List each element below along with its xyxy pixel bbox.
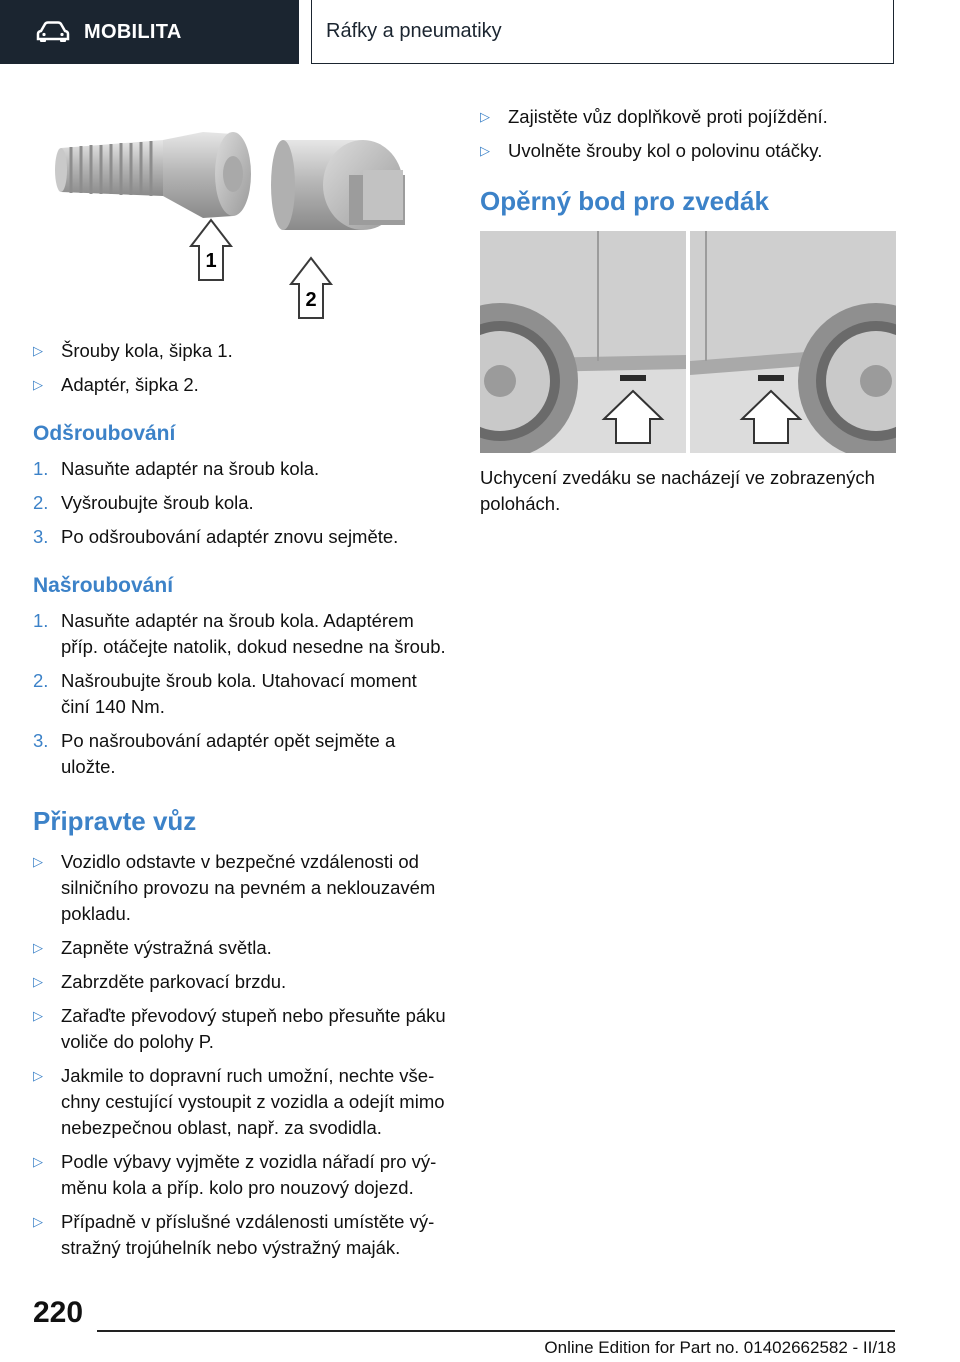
edition-note: Online Edition for Part no. 01402662582 - II/18 — [544, 1338, 896, 1357]
unscrew-step: 3. Po odšroubování adaptér znovu sejměte. — [33, 526, 399, 547]
jack-points-illustration — [480, 231, 896, 453]
prepare-item: ▷ Případně v příslušné vzdálenosti umístěte vý-stražný trojúhelník nebo výstražný maják. — [33, 1209, 448, 1261]
legend-item: ▷ Adaptér, šipka 2. — [33, 372, 448, 398]
prepare-item: ▷ Zapněte výstražná světla. — [33, 935, 448, 961]
prepare-item: ▷ Zařaďte převodový stupeň nebo přesuňte páku voliče do polohy P. — [33, 1003, 448, 1055]
header-subsection-label: Ráfky a pneumatiky — [326, 20, 502, 42]
screw-step: 3. Po našroubování adaptér opět sejměte a uložte. — [33, 730, 396, 777]
prepare-item: ▷ Zabrzděte parkovací brzdu. — [33, 969, 448, 995]
legend-item: ▷ Šrouby kola, šipka 1. — [33, 338, 448, 364]
arrow-1-label: 1 — [205, 250, 217, 272]
screw-step: 1. Nasuňte adaptér na šroub kola. Adaptérem příp. otáčejte natolik, dokud nesedne na šroub. — [33, 610, 446, 657]
car-icon — [36, 21, 70, 43]
bolt-adapter-illustration — [33, 100, 448, 330]
jack-caption: Uchycení zvedáku se nacházejí ve zobrazených polohách. — [480, 467, 875, 514]
prepare-item: ▷ Vozidlo odstavte v bezpečné vzdálenosti od silničního provozu na pevném a neklouzavém pokladu. — [33, 849, 448, 927]
header-section-label: MOBILITA — [84, 20, 182, 43]
footer-divider — [97, 1330, 895, 1332]
page-number: 220 — [33, 1296, 84, 1329]
arrow-2-label: 2 — [305, 289, 317, 311]
screw-step: 2. Našroubujte šroub kola. Utahovací moment činí 140 Nm. — [33, 670, 417, 717]
unscrew-heading: Odšroubování — [33, 422, 176, 445]
prepare-item: ▷ Podle výbavy vyjměte z vozidla nářadí pro vý-měnu kola a příp. kolo pro nouzový dojezd. — [33, 1149, 448, 1201]
secure-item: ▷ Uvolněte šrouby kol o polovinu otáčky. — [480, 138, 896, 164]
unscrew-step: 1. Nasuňte adaptér na šroub kola. — [33, 458, 320, 479]
header-subsection — [311, 0, 894, 64]
secure-item: ▷ Zajistěte vůz doplňkově proti pojíždění. — [480, 104, 896, 130]
header-section-tab[interactable] — [0, 0, 299, 64]
screw-heading: Našroubování — [33, 574, 174, 597]
prepare-heading: Připravte vůz — [33, 806, 197, 836]
unscrew-step: 2. Vyšroubujte šroub kola. — [33, 492, 254, 513]
jack-heading: Opěrný bod pro zvedák — [480, 186, 769, 216]
prepare-item: ▷ Jakmile to dopravní ruch umožní, nechte vše-chny cestující vystoupit z vozidla a odejít mimo nebezpečnou oblast, např. za svodidla. — [33, 1063, 448, 1141]
